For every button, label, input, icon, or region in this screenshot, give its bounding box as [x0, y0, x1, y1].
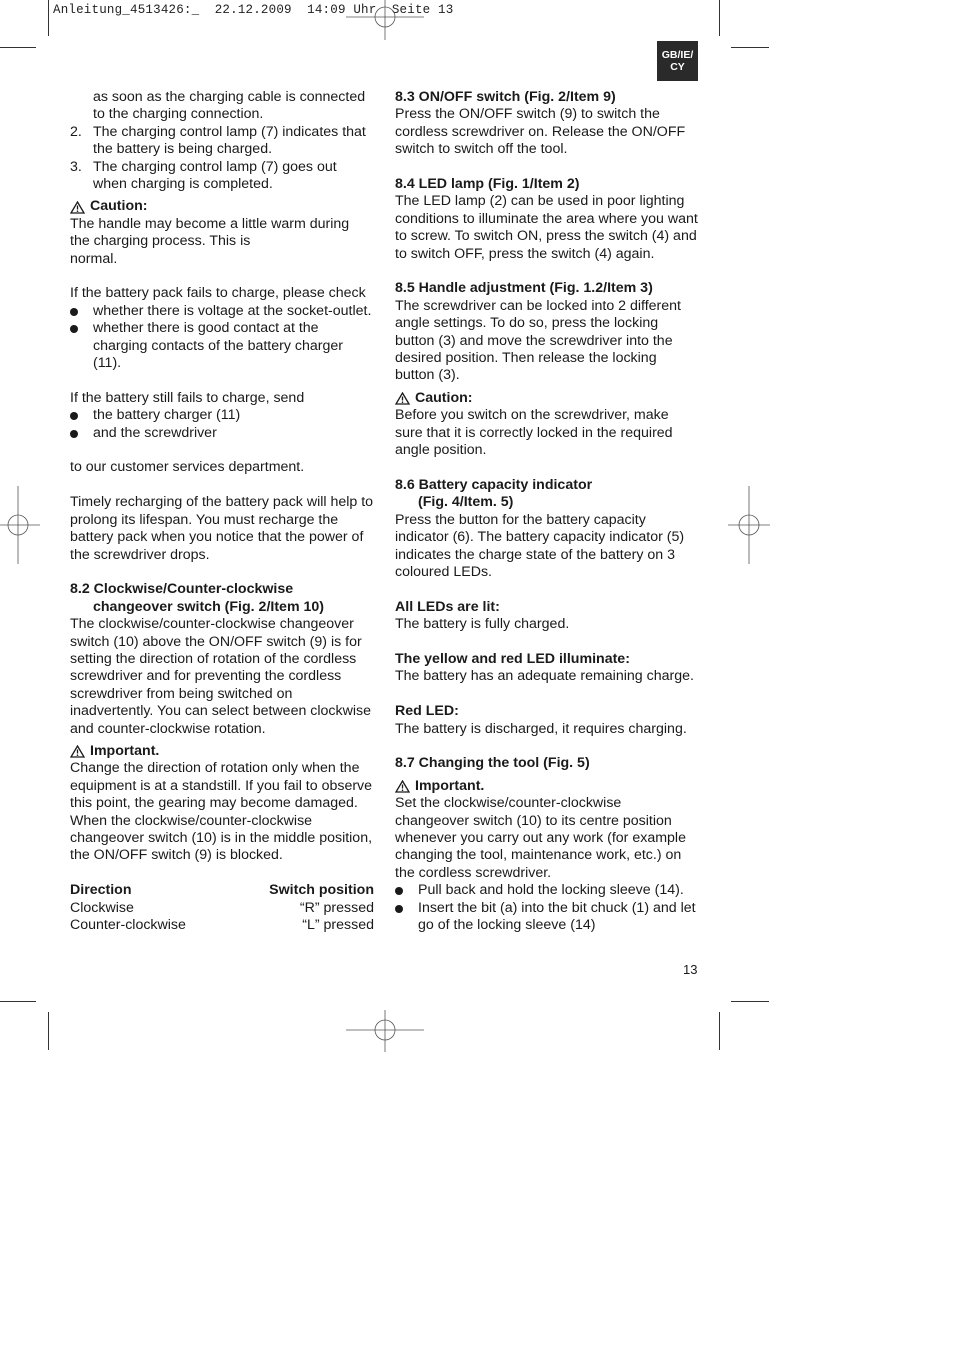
registration-mark-right-icon	[728, 486, 770, 564]
crop-mark-br-h	[731, 1001, 769, 1002]
section-body-8-2: The clockwise/counter-clockwise changeover switch (10) above the ON/OFF switch (9) is for setting the direction of rotation of the cordless screwdriver and for preventing the cordless screwdriver from being switched on inadvertently. You can select between clockwise and counter-clockwise rotation.	[70, 616, 372, 737]
left-column	[70, 89, 374, 934]
crop-mark-tr-h	[731, 47, 769, 48]
important-body: Change the direction of rotation only when the equipment is at a standstill. If you fail to observe this point, the gearing may become damaged. When the clockwise/counter-clockwise changeover switch (10) is in the middle position, the ON/OFF switch (9) is blocked.	[70, 760, 373, 864]
language-badge	[657, 41, 698, 81]
led-state-text: The battery has an adequate remaining charge.	[395, 668, 694, 685]
crop-mark-bl-v	[48, 1012, 49, 1050]
caution-text-line: The handle may become a little warm during	[70, 215, 350, 232]
numbered-item: 2. The charging control lamp (7) indicates that the battery is being charged.	[70, 123, 366, 158]
language-badge-line1: GB/IE/	[661, 49, 694, 61]
important-heading: Important.	[70, 743, 374, 760]
section-heading-8-5: 8.5 Handle adjustment (Fig. 1.2/Item 3)	[395, 280, 653, 297]
section-body-8-6: Press the button for the battery capacity indicator (6). The battery capacity indicator (5) indicates the charge state of the battery on 3 coloured LEDs.	[395, 511, 685, 580]
print-slug-line: Anleitung_4513426:_ 22.12.2009 14:09 Uhr Seite 13	[53, 3, 454, 17]
led-state-label: Red LED:	[395, 703, 459, 720]
registration-mark-top-icon	[346, 0, 424, 40]
crop-mark-tl-v	[48, 0, 49, 36]
section-heading-8-3: 8.3 ON/OFF switch (Fig. 2/Item 9)	[395, 89, 616, 105]
section-body-8-3: Press the ON/OFF switch (9) to switch the cordless screwdriver on. Release the ON/OFF switch to switch off the tool.	[395, 106, 686, 158]
table-row: Clockwise “R” pressed	[70, 899, 374, 916]
right-column	[395, 89, 699, 934]
caution-text-line: the charging process. This is	[70, 233, 251, 250]
list-item: and the screwdriver	[70, 425, 374, 442]
list-item: whether there is good contact at the charging contacts of the battery charger (11).	[70, 320, 374, 372]
section-heading-8-6: 8.6 Battery capacity indicator	[395, 476, 593, 493]
list-item: whether there is voltage at the socket-outlet.	[70, 303, 374, 320]
section-body-8-4: The LED lamp (2) can be used in poor lighting conditions to illuminate the area where you want to screw. To switch ON, press the switch (4) and to switch OFF, press the switch (4) again.	[395, 193, 698, 262]
section-heading-8-2-cont: changeover switch (Fig. 2/Item 10)	[93, 598, 325, 615]
registration-mark-left-icon	[0, 486, 40, 564]
crop-mark-tr-v	[719, 0, 720, 36]
important-body: Set the clockwise/counter-clockwise changeover switch (10) to its centre position whenever you carry out any work (for example changing the tool, maintenance work, etc.) on the cordless screwdriver.	[395, 795, 686, 881]
crop-mark-bl-h	[0, 1001, 36, 1002]
section-body-8-5: The screwdriver can be locked into 2 different angle settings. To do so, press the locking button (3) and move the screwdriver into the desired position. Then release the locking button (3).	[395, 297, 682, 384]
fail-intro: If the battery pack fails to charge, please check	[70, 285, 366, 302]
crop-mark-tl-h	[0, 47, 36, 48]
list-item: Insert the bit (a) into the bit chuck (1) and let go of the locking sleeve (14)	[395, 900, 699, 935]
important-heading: Important.	[395, 778, 699, 795]
registration-mark-bottom-icon	[346, 1010, 424, 1052]
caution-text-line: normal.	[70, 250, 118, 267]
table-header: Direction Switch position	[70, 882, 374, 899]
still-fail-text: If the battery still fails to charge, send	[70, 389, 305, 406]
led-state-text: The battery is fully charged.	[395, 616, 570, 633]
service-text: to our customer services department.	[70, 459, 305, 476]
warning-triangle-icon	[395, 392, 410, 405]
language-badge-line2: CY	[670, 61, 685, 73]
table-row: Counter-clockwise “L” pressed	[70, 917, 374, 933]
warning-triangle-icon	[70, 201, 85, 214]
crop-mark-br-v	[719, 1012, 720, 1050]
warning-triangle-icon	[70, 745, 85, 758]
continued-line: as soon as the charging cable is connected	[93, 89, 366, 105]
warning-triangle-icon	[395, 780, 410, 793]
section-heading-8-2: 8.2 Clockwise/Counter-clockwise	[70, 581, 294, 598]
led-state-label: All LEDs are lit:	[395, 598, 500, 615]
led-state-text: The battery is discharged, it requires charging.	[395, 720, 687, 737]
section-heading-8-7: 8.7 Changing the tool (Fig. 5)	[395, 755, 590, 772]
caution-body: Before you switch on the screwdriver, make sure that it is correctly locked in the required angle position.	[395, 407, 673, 459]
page-number: 13	[683, 962, 698, 977]
numbered-item: 3. The charging control lamp (7) goes out when charging is completed.	[70, 158, 337, 193]
continued-line: to the charging connection.	[93, 106, 264, 123]
caution-heading: Caution:	[395, 390, 699, 407]
recharge-paragraph: Timely recharging of the battery pack will help to prolong its lifespan. You must recharge the battery pack when you notice that the power of the screwdriver drops.	[70, 494, 374, 563]
list-item: the battery charger (11)	[70, 407, 374, 424]
section-heading-8-4: 8.4 LED lamp (Fig. 1/Item 2)	[395, 176, 580, 193]
list-item: Pull back and hold the locking sleeve (14).	[395, 882, 699, 899]
caution-heading: Caution:	[70, 198, 374, 215]
section-heading-8-6-cont: (Fig. 4/Item. 5)	[418, 494, 514, 511]
led-state-label: The yellow and red LED illuminate:	[395, 650, 630, 667]
